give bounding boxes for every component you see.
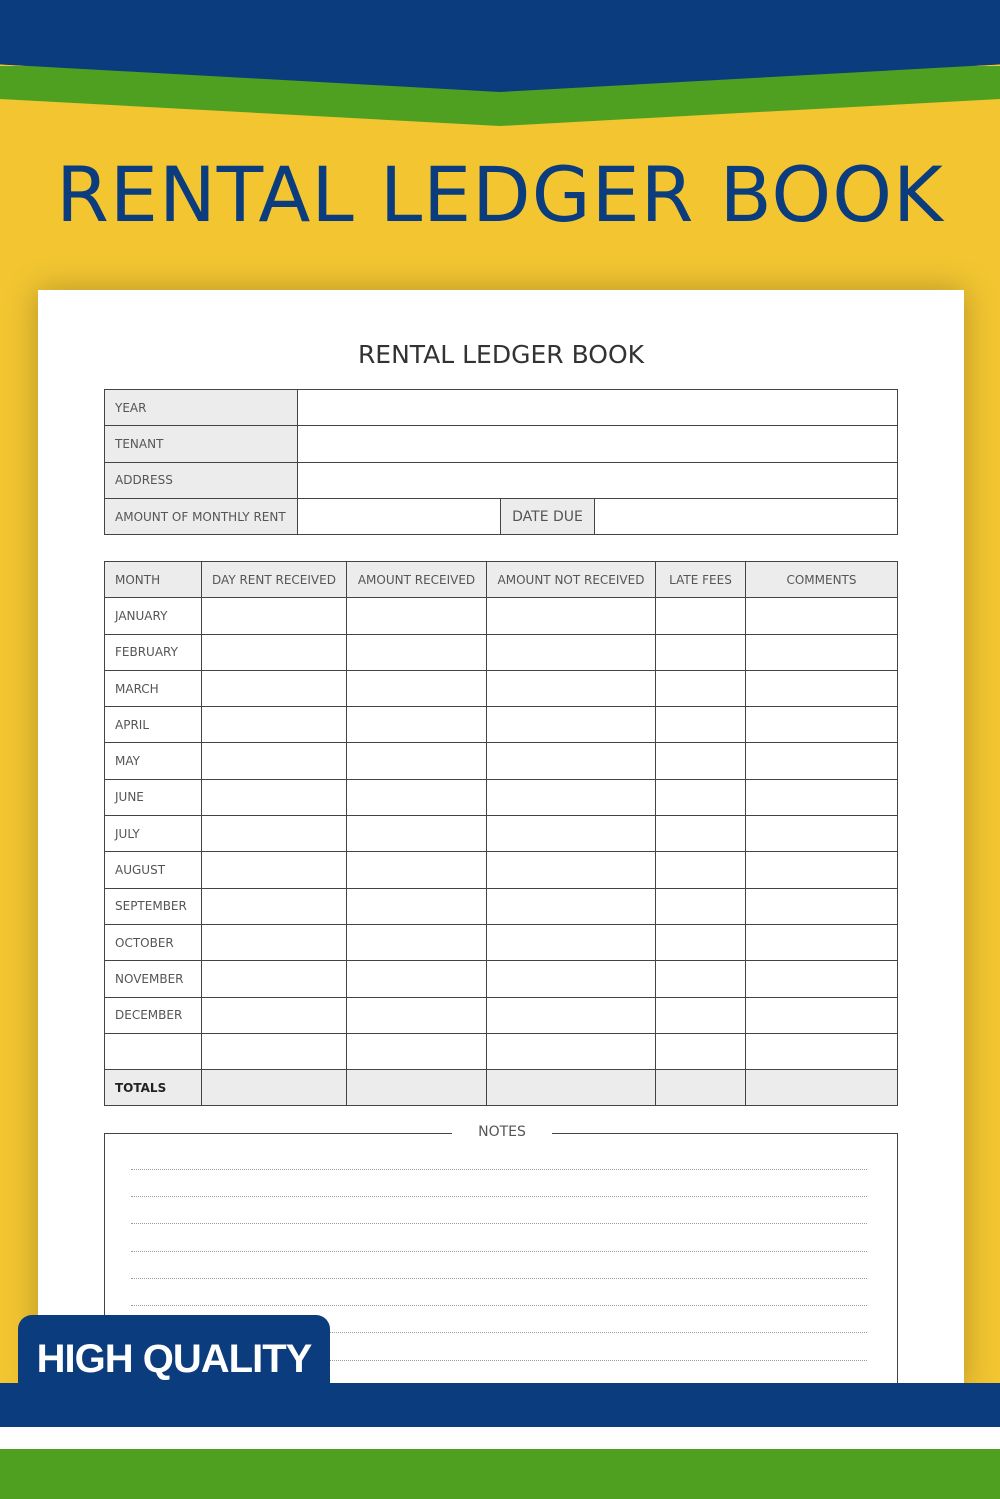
ledger-entry-cell[interactable] — [487, 1033, 656, 1069]
tenant-field[interactable] — [298, 426, 898, 462]
ledger-entry-cell[interactable] — [487, 670, 656, 706]
ledger-row — [105, 816, 898, 852]
ledger-entry-cell[interactable] — [487, 707, 656, 743]
ledger-entry-cell[interactable] — [656, 852, 746, 888]
sheet-title: RENTAL LEDGER BOOK — [357, 340, 645, 369]
ledger-entry-cell[interactable] — [656, 670, 746, 706]
ledger-entry-cell[interactable] — [746, 961, 898, 997]
year-field[interactable] — [298, 390, 898, 426]
ledger-entry-cell[interactable] — [202, 1033, 347, 1069]
month-cell: JANUARY — [105, 598, 202, 634]
ledger-entry-cell[interactable] — [347, 670, 487, 706]
ledger-entry-cell[interactable] — [487, 743, 656, 779]
ledger-entry-cell[interactable] — [656, 598, 746, 634]
header-day-rent-received: DAY RENT RECEIVED — [202, 562, 347, 598]
ledger-sheet — [38, 290, 964, 1390]
month-cell: MAY — [105, 743, 202, 779]
month-cell: AUGUST — [105, 852, 202, 888]
ledger-entry-cell[interactable] — [656, 961, 746, 997]
ledger-table — [104, 561, 898, 1106]
note-line[interactable] — [131, 1223, 867, 1224]
ledger-entry-cell[interactable] — [746, 743, 898, 779]
ledger-entry-cell[interactable] — [656, 707, 746, 743]
ledger-entry-cell[interactable] — [656, 779, 746, 815]
ledger-entry-cell[interactable] — [656, 1033, 746, 1069]
ledger-entry-cell[interactable] — [487, 852, 656, 888]
tenant-label: TENANT — [105, 426, 298, 462]
ledger-entry-cell[interactable] — [487, 816, 656, 852]
totals-cell[interactable] — [487, 1070, 656, 1106]
cover-title: RENTAL LEDGER BOOK — [56, 150, 944, 239]
month-cell: JUNE — [105, 779, 202, 815]
totals-label: TOTALS — [105, 1070, 202, 1106]
ledger-entry-cell[interactable] — [487, 634, 656, 670]
ledger-row — [105, 670, 898, 706]
month-cell — [105, 1033, 202, 1069]
monthly-rent-label: AMOUNT OF MONTHLY RENT — [105, 498, 298, 534]
ledger-entry-cell[interactable] — [202, 816, 347, 852]
bottom-white-band — [0, 1427, 1000, 1449]
ledger-row — [105, 1033, 898, 1069]
high-quality-badge — [18, 1315, 330, 1399]
ledger-entry-cell[interactable] — [656, 816, 746, 852]
header-comments: COMMENTS — [746, 562, 898, 598]
ledger-row — [105, 997, 898, 1033]
ledger-entry-cell[interactable] — [656, 888, 746, 924]
ledger-entry-cell[interactable] — [746, 670, 898, 706]
ledger-entry-cell[interactable] — [347, 598, 487, 634]
ledger-entry-cell[interactable] — [487, 779, 656, 815]
bottom-green-band — [0, 1449, 1000, 1499]
ledger-entry-cell[interactable] — [746, 888, 898, 924]
ledger-row — [105, 961, 898, 997]
totals-row — [105, 1070, 898, 1106]
ledger-entry-cell[interactable] — [347, 888, 487, 924]
ledger-row — [105, 888, 898, 924]
note-line[interactable] — [131, 1278, 867, 1279]
ledger-entry-cell[interactable] — [202, 779, 347, 815]
totals-cell[interactable] — [746, 1070, 898, 1106]
note-line[interactable] — [131, 1251, 867, 1252]
ledger-entry-cell[interactable] — [347, 997, 487, 1033]
totals-cell[interactable] — [347, 1070, 487, 1106]
ledger-entry-cell[interactable] — [202, 598, 347, 634]
ledger-entry-cell[interactable] — [202, 961, 347, 997]
ledger-row — [105, 707, 898, 743]
month-cell: SEPTEMBER — [105, 888, 202, 924]
ledger-entry-cell[interactable] — [347, 816, 487, 852]
ledger-entry-cell[interactable] — [656, 743, 746, 779]
ledger-entry-cell[interactable] — [656, 634, 746, 670]
monthly-rent-field[interactable] — [298, 498, 501, 534]
date-due-label: DATE DUE — [501, 498, 595, 534]
address-field[interactable] — [298, 462, 898, 498]
ledger-entry-cell[interactable] — [487, 961, 656, 997]
month-cell: MARCH — [105, 670, 202, 706]
ledger-row — [105, 598, 898, 634]
ledger-entry-cell[interactable] — [202, 707, 347, 743]
header-late-fees: LATE FEES — [656, 562, 746, 598]
ledger-row — [105, 924, 898, 960]
note-line[interactable] — [131, 1305, 867, 1306]
ledger-entry-cell[interactable] — [746, 924, 898, 960]
address-label: ADDRESS — [105, 462, 298, 498]
note-line[interactable] — [131, 1169, 867, 1170]
month-cell: FEBRUARY — [105, 634, 202, 670]
month-cell: OCTOBER — [105, 924, 202, 960]
ledger-entry-cell[interactable] — [347, 634, 487, 670]
ledger-entry-cell[interactable] — [202, 743, 347, 779]
month-cell: DECEMBER — [105, 997, 202, 1033]
ledger-entry-cell[interactable] — [746, 852, 898, 888]
ledger-entry-cell[interactable] — [347, 1033, 487, 1069]
notes-label: NOTES — [452, 1124, 552, 1140]
ledger-entry-cell[interactable] — [347, 961, 487, 997]
ledger-body — [105, 598, 898, 1106]
ledger-header-row — [105, 562, 898, 598]
ledger-row — [105, 743, 898, 779]
ledger-entry-cell[interactable] — [746, 1033, 898, 1069]
ledger-row — [105, 634, 898, 670]
ledger-entry-cell[interactable] — [202, 924, 347, 960]
month-cell: APRIL — [105, 707, 202, 743]
ledger-entry-cell[interactable] — [347, 707, 487, 743]
ledger-entry-cell[interactable] — [347, 852, 487, 888]
ledger-entry-cell[interactable] — [487, 924, 656, 960]
badge-text: HIGH QUALITY — [36, 1337, 312, 1381]
date-due-field[interactable] — [595, 498, 898, 534]
note-line[interactable] — [131, 1196, 867, 1197]
ledger-entry-cell[interactable] — [487, 997, 656, 1033]
ledger-entry-cell[interactable] — [746, 779, 898, 815]
ledger-entry-cell[interactable] — [202, 888, 347, 924]
totals-cell[interactable] — [656, 1070, 746, 1106]
ledger-entry-cell[interactable] — [202, 997, 347, 1033]
ledger-entry-cell[interactable] — [202, 852, 347, 888]
ledger-row — [105, 852, 898, 888]
ledger-entry-cell[interactable] — [202, 634, 347, 670]
ledger-entry-cell[interactable] — [746, 816, 898, 852]
ledger-entry-cell[interactable] — [347, 924, 487, 960]
month-cell: NOVEMBER — [105, 961, 202, 997]
rent-row — [105, 498, 898, 534]
address-row — [105, 462, 898, 498]
ledger-entry-cell[interactable] — [202, 670, 347, 706]
ledger-entry-cell[interactable] — [487, 888, 656, 924]
month-cell: JULY — [105, 816, 202, 852]
info-table — [104, 389, 898, 535]
year-row — [105, 390, 898, 426]
ledger-row — [105, 779, 898, 815]
ledger-entry-cell[interactable] — [746, 997, 898, 1033]
header-month: MONTH — [105, 562, 202, 598]
ledger-entry-cell[interactable] — [746, 634, 898, 670]
ledger-entry-cell[interactable] — [347, 779, 487, 815]
tenant-row — [105, 426, 898, 462]
totals-cell[interactable] — [202, 1070, 347, 1106]
ledger-entry-cell[interactable] — [656, 997, 746, 1033]
ledger-entry-cell[interactable] — [746, 707, 898, 743]
ledger-entry-cell[interactable] — [347, 743, 487, 779]
header-amount-not-received: AMOUNT NOT RECEIVED — [487, 562, 656, 598]
ledger-entry-cell[interactable] — [656, 924, 746, 960]
year-label: YEAR — [105, 390, 298, 426]
ledger-entry-cell[interactable] — [487, 598, 656, 634]
ledger-entry-cell[interactable] — [746, 598, 898, 634]
header-amount-received: AMOUNT RECEIVED — [347, 562, 487, 598]
